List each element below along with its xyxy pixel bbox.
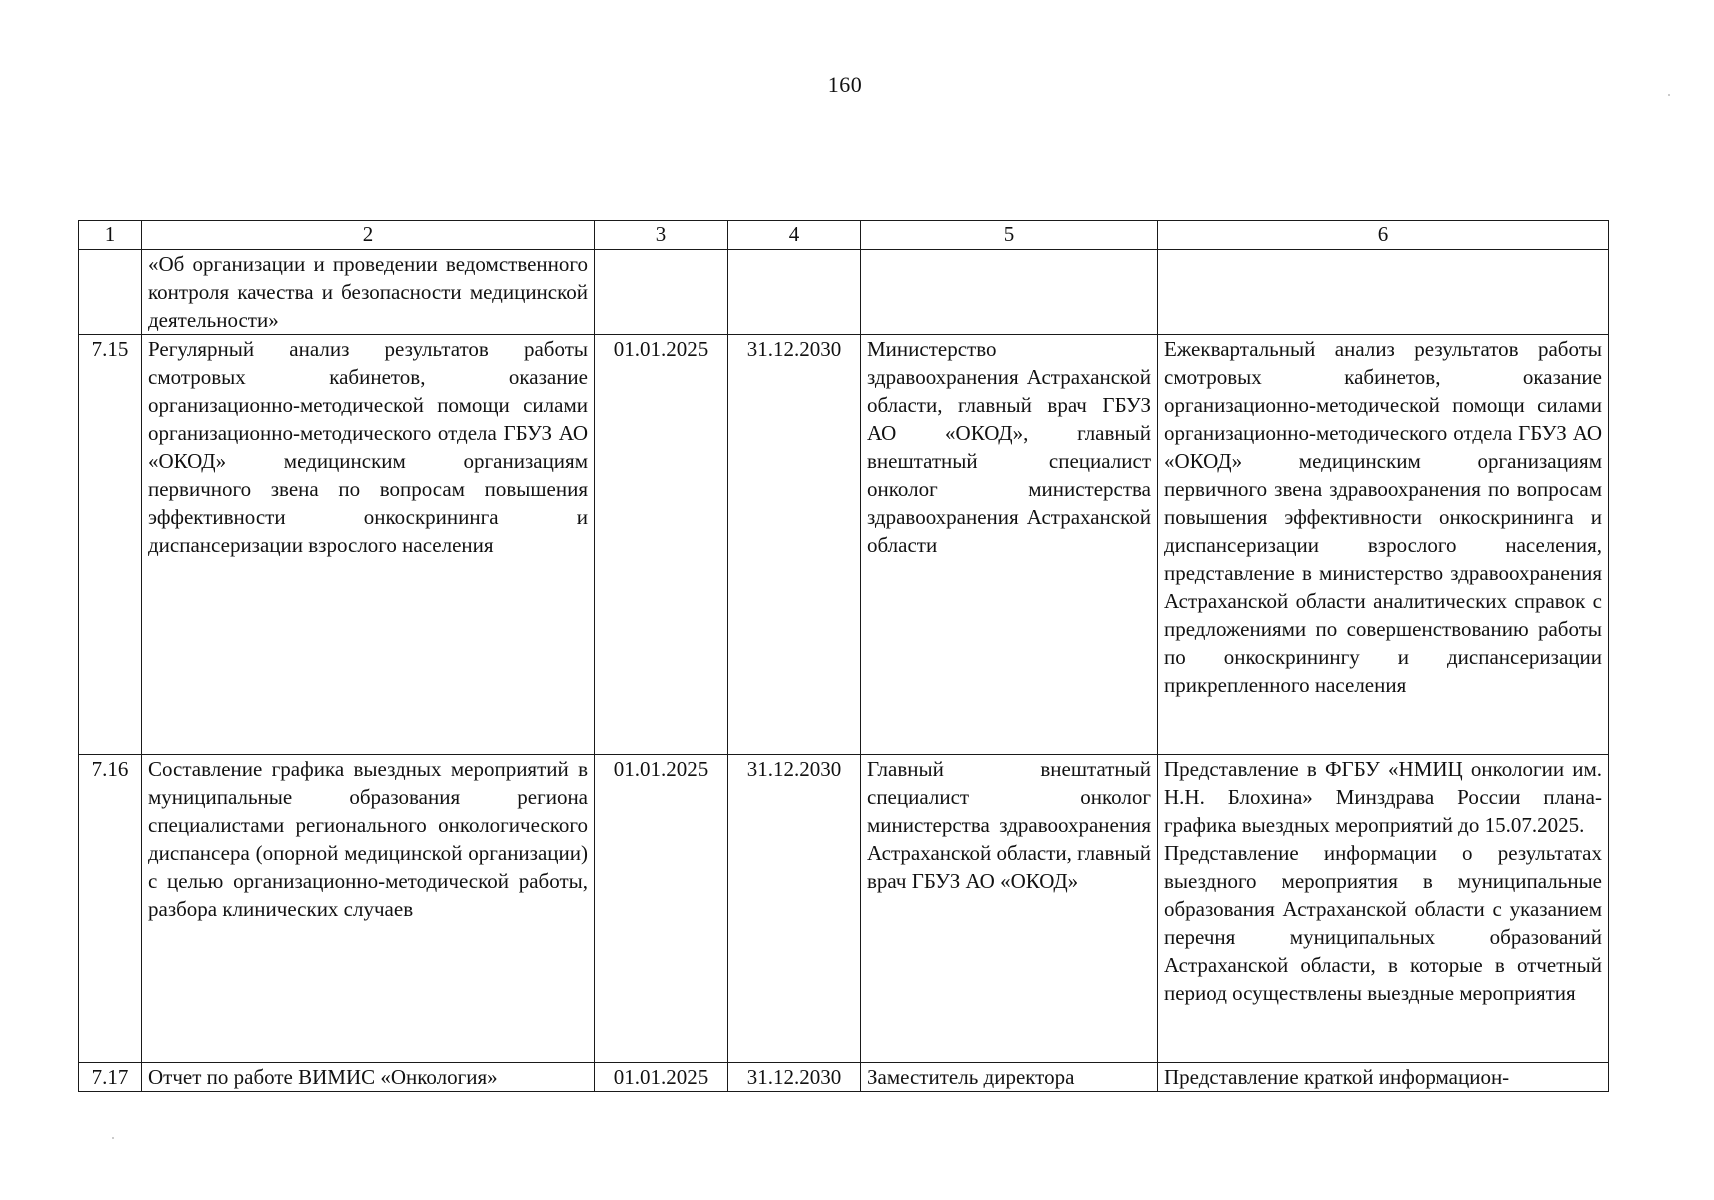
cell-event: «Об организации и проведении ведомственного контроля качества и безопасности медицинской деятельности» [142,250,595,335]
cell-num: 7.15 [79,335,142,755]
header-cell: 6 [1158,221,1609,250]
scan-speck [1668,94,1670,96]
table-row [79,1063,1609,1092]
cell-num: 7.17 [79,1063,142,1092]
cell-responsible: Главный внештатный специалист онколог министерства здравоохранения Астраханской области, главный врач ГБУЗ АО «ОКОД» [861,755,1158,1063]
cell-result [1158,335,1609,755]
cell-event: Регулярный анализ результатов работы смотровых кабинетов, оказание организационно-методической помощи силами организационно-методического отдела ГБУЗ АО «ОКОД» медицинским организациям первичного звена по вопросам повышения эффективности онкоскрининга и диспансеризации взрослого населения [142,335,595,755]
cell-event: Составление графика выездных мероприятий в муниципальные образования региона специалистами регионального онкологического диспансера (опорной медицинской организации) с целью организационно-методической работы, разбора клинических случаев [142,755,595,1063]
cell-start: 01.01.2025 [595,755,728,1063]
cell-result [1158,250,1609,335]
cell-num [79,250,142,335]
result-paragraph: Представление в ФГБУ «НМИЦ онкологии им. Н.Н. Блохина» Минздрава России плана-графика выездных мероприятий до 15.07.2025. [1164,757,1602,837]
cell-end: 31.12.2030 [728,1063,861,1092]
cell-start: 01.01.2025 [595,1063,728,1092]
cell-end [728,250,861,335]
cell-end: 31.12.2030 [728,335,861,755]
cell-responsible: Министерство здравоохранения Астраханской области, главный врач ГБУЗ АО «ОКОД», главный внештатный специалист онколог министерства здравоохранения Астраханской области [861,335,1158,755]
table-row [79,755,1609,1063]
cell-responsible [861,250,1158,335]
cell-start [595,250,728,335]
cell-event: Отчет по работе ВИМИС «Онкология» [142,1063,595,1092]
result-paragraph: Представление информации о результатах выездного мероприятия в муниципальные образования Астраханской области с указанием перечня муниципальных образований Астраханской области, в которые в отчетный период осуществлены выездные мероприятия [1164,841,1602,1005]
cell-result [1158,755,1609,1063]
cell-num: 7.16 [79,755,142,1063]
cell-end: 31.12.2030 [728,755,861,1063]
table-row-continuation [79,250,1609,335]
cell-responsible: Заместитель директора [861,1063,1158,1092]
page-number: 160 [827,72,863,97]
header-cell: 2 [142,221,595,250]
cell-result [1158,1063,1609,1092]
table-header-row [79,221,1609,250]
plan-table-container [78,220,1608,1092]
header-cell: 3 [595,221,728,250]
result-paragraph: Представление краткой информацион- [1164,1065,1510,1089]
table-row [79,335,1609,755]
cell-start: 01.01.2025 [595,335,728,755]
plan-table [78,220,1609,1092]
scan-speck [112,1137,114,1139]
header-cell: 1 [79,221,142,250]
header-cell: 4 [728,221,861,250]
header-cell: 5 [861,221,1158,250]
result-paragraph: Ежеквартальный анализ результатов работы смотровых кабинетов, оказание организационно-методической помощи силами организационно-методического отдела ГБУЗ АО «ОКОД» медицинским организациям первичного звена здравоохранения по вопросам повышения эффективности онкоскрининга и диспансеризации взрослого населения, представление в министерство здравоохранения Астраханской области аналитических справок с предложениями по совершенствованию работы по онкоскринингу и диспансеризации прикрепленного населения [1164,337,1602,697]
